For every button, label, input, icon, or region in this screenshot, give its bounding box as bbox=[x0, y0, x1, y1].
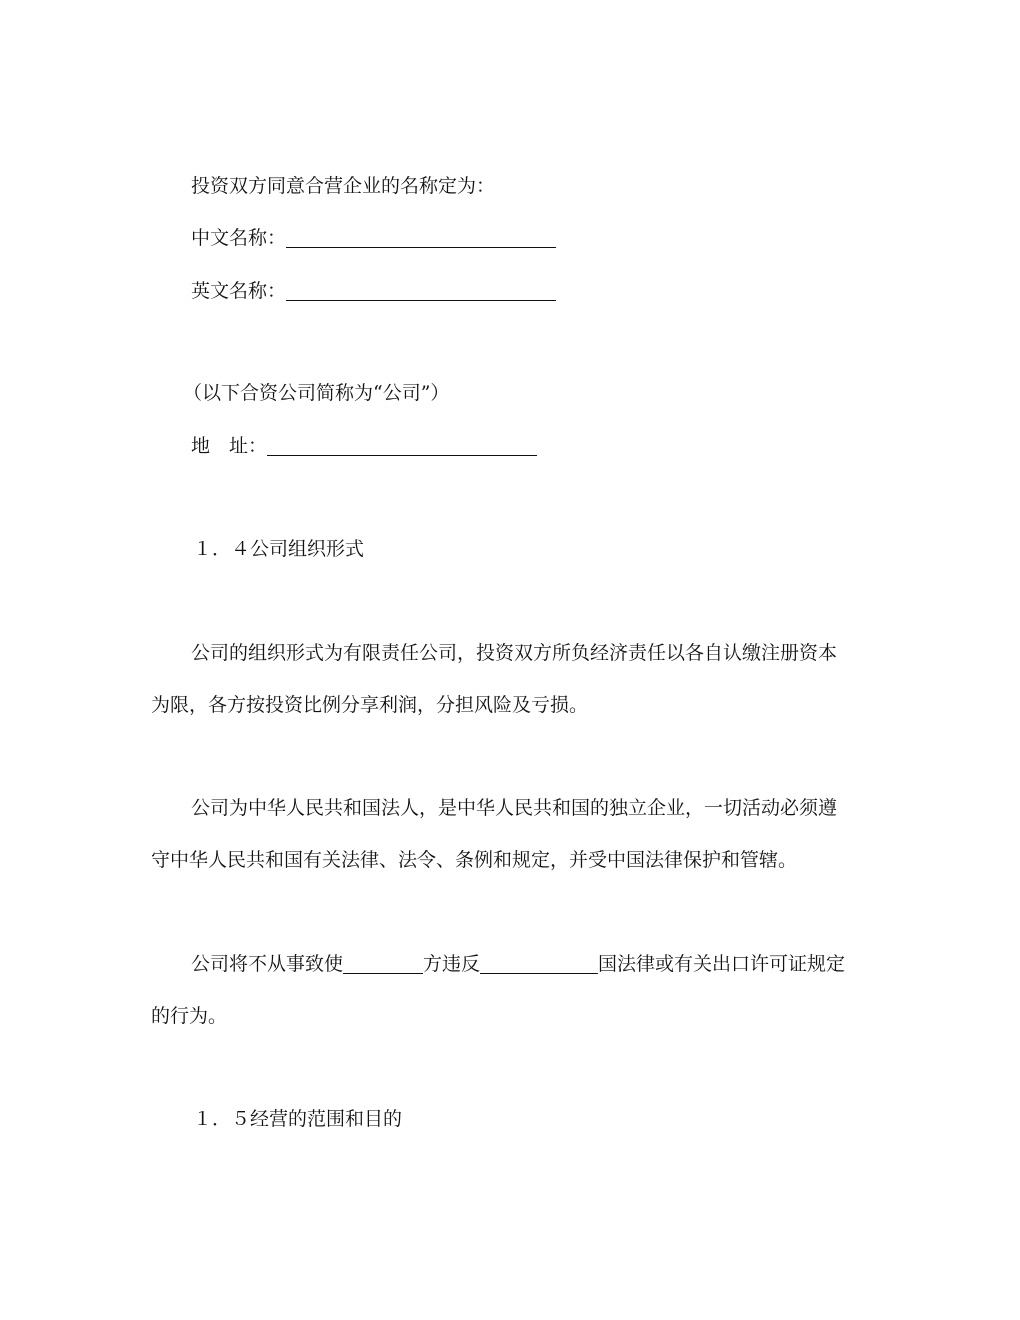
en-name-row bbox=[191, 279, 556, 303]
para3-blank-2 bbox=[480, 953, 598, 974]
address-label: 地 址： bbox=[191, 435, 268, 457]
para2-line1: 公司为中华人民共和国法人，是中华人民共和国的独立企业，一切活动必须遵 bbox=[191, 797, 838, 819]
section-heading-1-4: １．４公司组织形式 bbox=[193, 538, 365, 560]
address-blank bbox=[267, 435, 537, 456]
para2-line2: 守中华人民共和国有关法律、法令、条例和规定，并受中国法律保护和管辖。 bbox=[151, 849, 798, 871]
para3-part1: 公司将不从事致使 bbox=[191, 953, 344, 975]
cn-name-row bbox=[191, 226, 556, 250]
para3-blank-1 bbox=[343, 953, 423, 974]
cn-name-blank bbox=[286, 227, 556, 248]
cn-name-label: 中文名称： bbox=[191, 227, 287, 249]
para1-line2: 为限，各方按投资比例分享利润，分担风险及亏损。 bbox=[151, 694, 589, 716]
para1-line1: 公司的组织形式为有限责任公司，投资双方所负经济责任以各自认缴注册资本 bbox=[191, 642, 838, 664]
address-row bbox=[191, 434, 537, 458]
section-heading-1-5: １．５经营的范围和目的 bbox=[193, 1108, 403, 1130]
para3-line2: 的行为。 bbox=[151, 1005, 228, 1027]
en-name-label: 英文名称： bbox=[191, 280, 287, 302]
intro-text: 投资双方同意合营企业的名称定为： bbox=[191, 175, 496, 197]
para3-line1 bbox=[191, 952, 845, 976]
para3-part3: 国法律或有关出口许可证规定 bbox=[598, 953, 846, 975]
abbrev-note: （以下合资公司简称为“公司”） bbox=[183, 382, 450, 404]
para3-part2: 方违反 bbox=[423, 953, 481, 975]
en-name-blank bbox=[286, 280, 556, 301]
